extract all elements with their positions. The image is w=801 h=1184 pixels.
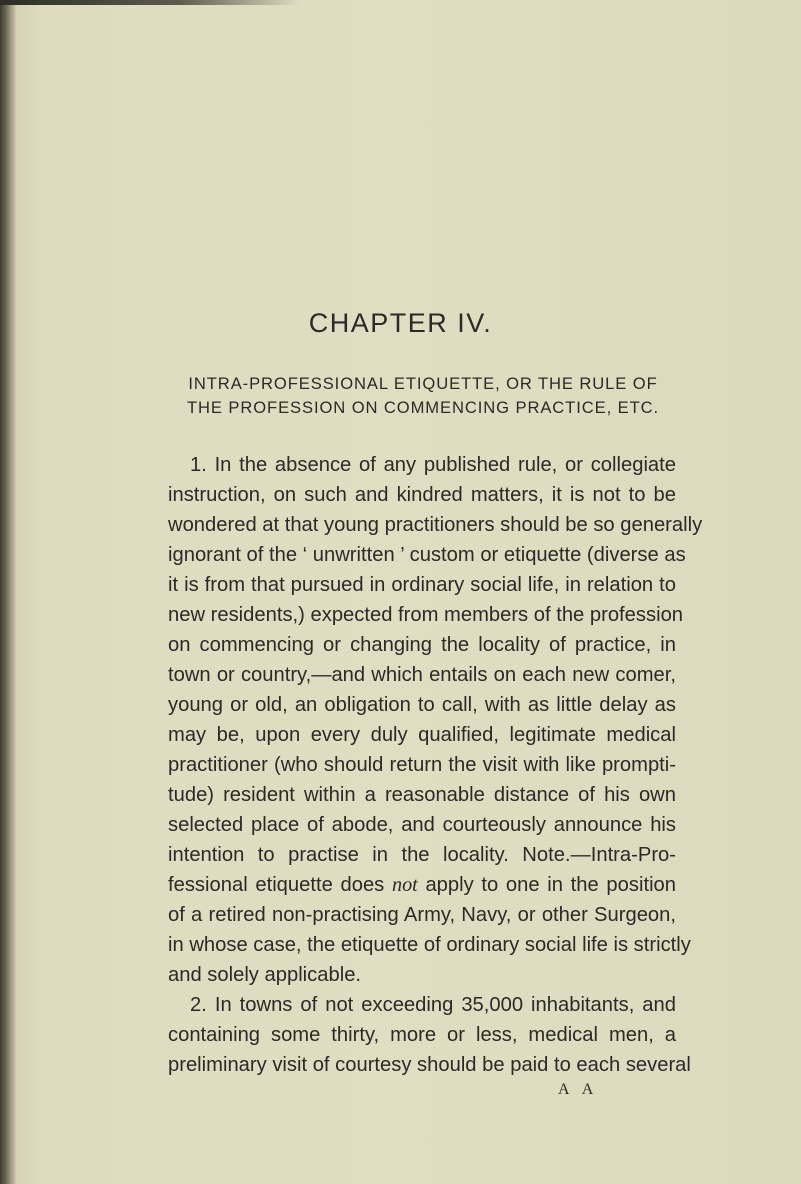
- section-heading-line: INTRA-PROFESSIONAL ETIQUETTE, OR THE RULE OF: [188, 374, 658, 393]
- emphasis-not: not: [391, 874, 418, 896]
- body-text: [168, 450, 703, 1080]
- paragraph-1-line: of a retired non-practising Army, Navy, or other Surgeon,: [168, 904, 676, 926]
- line-segment: fessional etiquette does: [168, 874, 385, 896]
- chapter-title: CHAPTER IV.: [308, 308, 493, 338]
- paragraph-1-line: 1. In the absence of any published rule, or collegiate: [190, 454, 676, 476]
- paragraph-2-line: containing some thirty, more or less, medical men, a: [168, 1024, 676, 1046]
- paragraph-1-line: selected place of abode, and courteously announce his: [168, 814, 676, 836]
- paragraph-1-line: in whose case, the etiquette of ordinary social life is strictly: [168, 934, 691, 956]
- paragraph-1-line: and solely applicable.: [168, 964, 362, 986]
- book-binding-edge: [0, 0, 16, 1184]
- paragraph-1-line: on commencing or changing the locality of practice, in: [168, 634, 676, 656]
- paragraph-1-line: new residents,) expected from members of the profession: [168, 604, 684, 626]
- paragraph-1-line: tude) resident within a reasonable distance of his own: [168, 784, 676, 806]
- paragraph-1-line: ignorant of the ‘ unwritten ’ custom or etiquette (diverse as: [168, 544, 686, 566]
- paragraph-1-line: town or country,—and which entails on each new comer,: [168, 664, 676, 686]
- paragraph-1-line: may be, upon every duly qualified, legitimate medical: [168, 724, 676, 746]
- line-segment: apply to one in the position: [425, 874, 677, 896]
- paragraph-1-line: instruction, on such and kindred matters, it is not to be: [168, 484, 676, 506]
- paragraph-2-line: 2. In towns of not exceeding 35,000 inhabitants, and: [190, 994, 676, 1016]
- page-top-shadow: [0, 0, 300, 5]
- paragraph-1-line: it is from that pursued in ordinary social life, in relation to: [168, 574, 676, 596]
- paragraph-1-line: wondered at that young practitioners should be so generally: [168, 514, 703, 536]
- paragraph-2-line: preliminary visit of courtesy should be paid to each several: [168, 1054, 691, 1076]
- paragraph-1-line: practitioner (who should return the visit with like prompti-: [168, 754, 676, 776]
- paragraph-1-line: young or old, an obligation to call, with as little delay as: [168, 694, 676, 716]
- section-heading-line: THE PROFESSION ON COMMENCING PRACTICE, ETC.: [186, 398, 659, 417]
- paragraph-1-line-with-emphasis: [168, 870, 676, 900]
- printer-signature-mark: A A: [558, 1081, 599, 1098]
- paragraph-1-line: intention to practise in the locality. Note.—Intra-Pro-: [168, 844, 676, 866]
- section-heading: [168, 372, 678, 420]
